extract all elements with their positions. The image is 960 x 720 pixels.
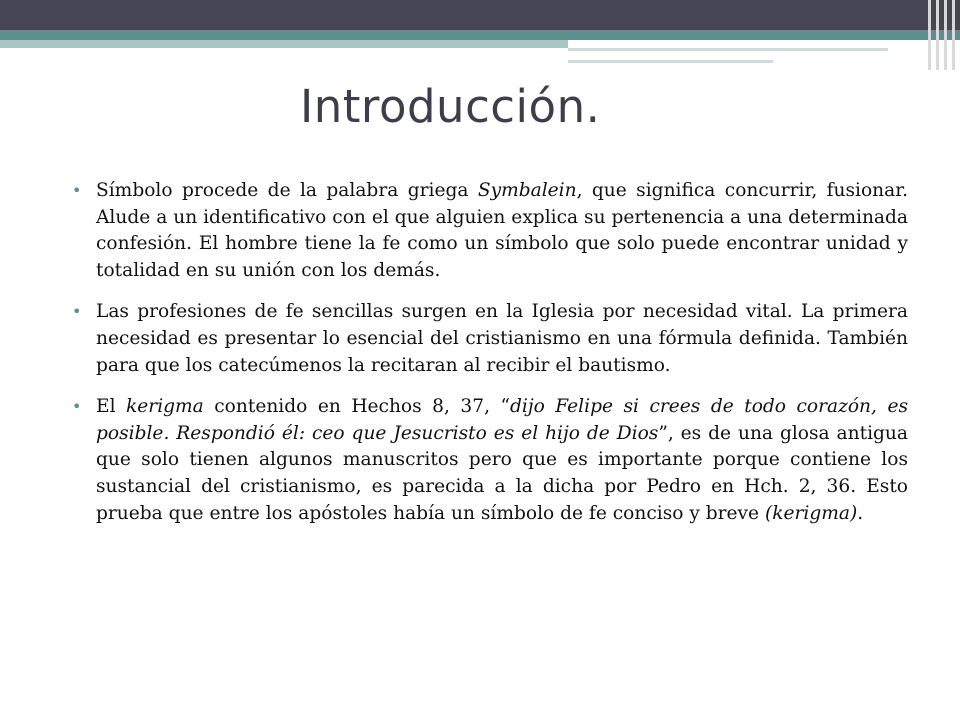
decorative-line	[568, 48, 888, 51]
bullet-item: • Las profesiones de fe sencillas surgen en la Iglesia por necesidad vital. La primera necesidad es presentar lo esencial del cristianismo en una fórmula definida. También para que los catecúmenos la recitaran al recibir el bautismo.	[72, 301, 908, 376]
bullet-list	[70, 178, 908, 542]
decorative-line	[568, 60, 773, 63]
top-dark-bar	[0, 0, 960, 30]
bullet-icon: •	[72, 397, 82, 417]
top-teal-bar	[0, 30, 960, 40]
decorative-side-lines	[924, 0, 960, 70]
bullet-icon: •	[72, 302, 82, 322]
bullet-icon: •	[72, 181, 82, 200]
top-teal-light-bar	[0, 40, 568, 48]
bullet-item: • Símbolo procede de la palabra griega Symbalein, que significa concurrir, fusionar. Alude a un identificativo con el que alguien explica su pertenencia a una determinada confesión. El hombre tiene la fe como un símbolo que solo puede encontrar unidad y totalidad en su unión con los demás.	[72, 180, 908, 281]
bullet-item: • El kerigma contenido en Hechos 8, 37, “dijo Felipe si crees de todo corazón, es posible. Respondió él: ceo que Jesucristo es el hijo de Dios”, es de una glosa antigua que solo tienen algunos manuscritos pero que es importante porque contiene los sustancial del cristianismo, es parecida a la dicha por Pedro en Hch. 2, 36. Esto prueba que entre los apóstoles había un símbolo de fe conciso y breve (kerigma).	[72, 396, 908, 524]
slide-title: Introducción.	[300, 80, 601, 133]
